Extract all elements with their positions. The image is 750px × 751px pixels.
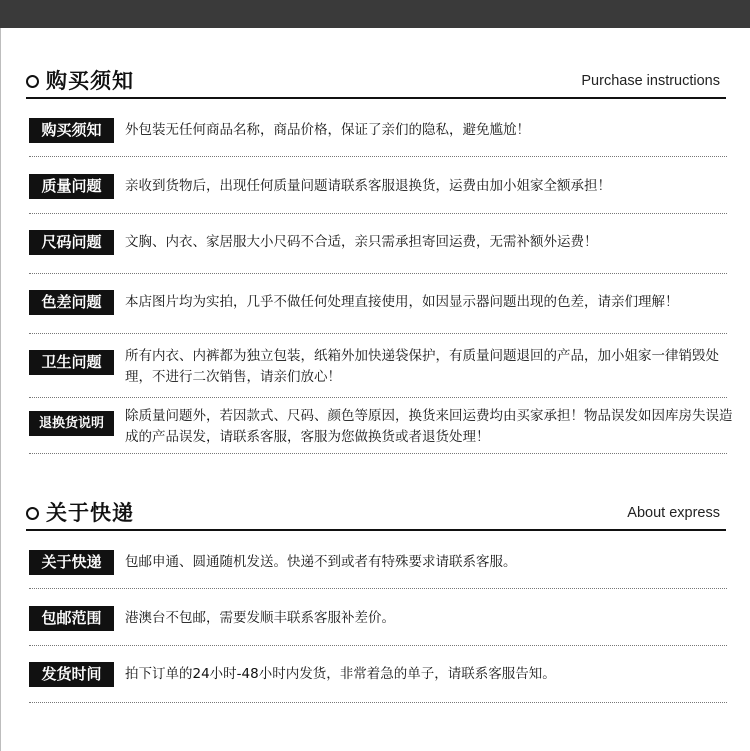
row-text: 亲收到货物后，出现任何质量问题请联系客服退换货，运费由加小姐家全额承担！ bbox=[125, 178, 611, 194]
dotted-divider bbox=[29, 213, 727, 214]
row-label: 关于快递 bbox=[29, 550, 114, 575]
row-label: 质量问题 bbox=[29, 174, 114, 199]
section-subtitle: About express bbox=[627, 505, 720, 521]
dotted-divider bbox=[29, 702, 727, 703]
section-subtitle: Purchase instructions bbox=[581, 73, 720, 89]
row-text: 本店图片均为实拍，几乎不做任何处理直接使用，如因显示器问题出现的色差，请亲们理解！ bbox=[125, 294, 679, 310]
row-label: 色差问题 bbox=[29, 290, 114, 315]
top-bar bbox=[0, 0, 750, 28]
dotted-divider bbox=[29, 453, 727, 454]
row-text: 港澳台不包邮，需要发顺丰联系客服补差价。 bbox=[125, 610, 395, 626]
section-rule bbox=[26, 97, 726, 99]
row-label: 尺码问题 bbox=[29, 230, 114, 255]
row-text: 包邮申通、圆通随机发送。快递不到或者有特殊要求请联系客服。 bbox=[125, 554, 517, 570]
row-label: 卫生问题 bbox=[29, 350, 114, 375]
row-text: 外包装无任何商品名称，商品价格，保证了亲们的隐私，避免尴尬！ bbox=[125, 122, 530, 138]
dotted-divider bbox=[29, 333, 727, 334]
section-title: 关于快递 bbox=[46, 501, 134, 525]
row-text: 除质量问题外，若因款式、尺码、颜色等原因，换货来回运费均由买家承担！物品误发如因库房失误造成的产品误发，请联系客服，客服为您做换货或者退货处理！ bbox=[125, 408, 733, 445]
row-text: 所有内衣、内裤都为独立包装，纸箱外加快递袋保护，有质量问题退回的产品，加小姐家一律销毁处理，不进行二次销售，请亲们放心！ bbox=[125, 348, 719, 385]
row-label: 退换货说明 bbox=[29, 411, 114, 436]
row-label: 发货时间 bbox=[29, 662, 114, 687]
frame-border bbox=[0, 28, 1, 751]
row-text: 拍下订单的24小时-48小时内发货，非常着急的单子，请联系客服告知。 bbox=[125, 666, 556, 682]
row-text: 文胸、内衣、家居服大小尺码不合适，亲只需承担寄回运费，无需补额外运费！ bbox=[125, 234, 598, 250]
circle-icon bbox=[26, 507, 39, 520]
dotted-divider bbox=[29, 645, 727, 646]
section-rule bbox=[26, 529, 726, 531]
section-title: 购买须知 bbox=[46, 69, 134, 93]
dotted-divider bbox=[29, 397, 727, 398]
dotted-divider bbox=[29, 156, 727, 157]
row-label: 包邮范围 bbox=[29, 606, 114, 631]
section-header-purchase bbox=[26, 56, 726, 96]
circle-icon bbox=[26, 75, 39, 88]
row-label: 购买须知 bbox=[29, 118, 114, 143]
dotted-divider bbox=[29, 588, 727, 589]
dotted-divider bbox=[29, 273, 727, 274]
section-header-express bbox=[26, 488, 726, 528]
